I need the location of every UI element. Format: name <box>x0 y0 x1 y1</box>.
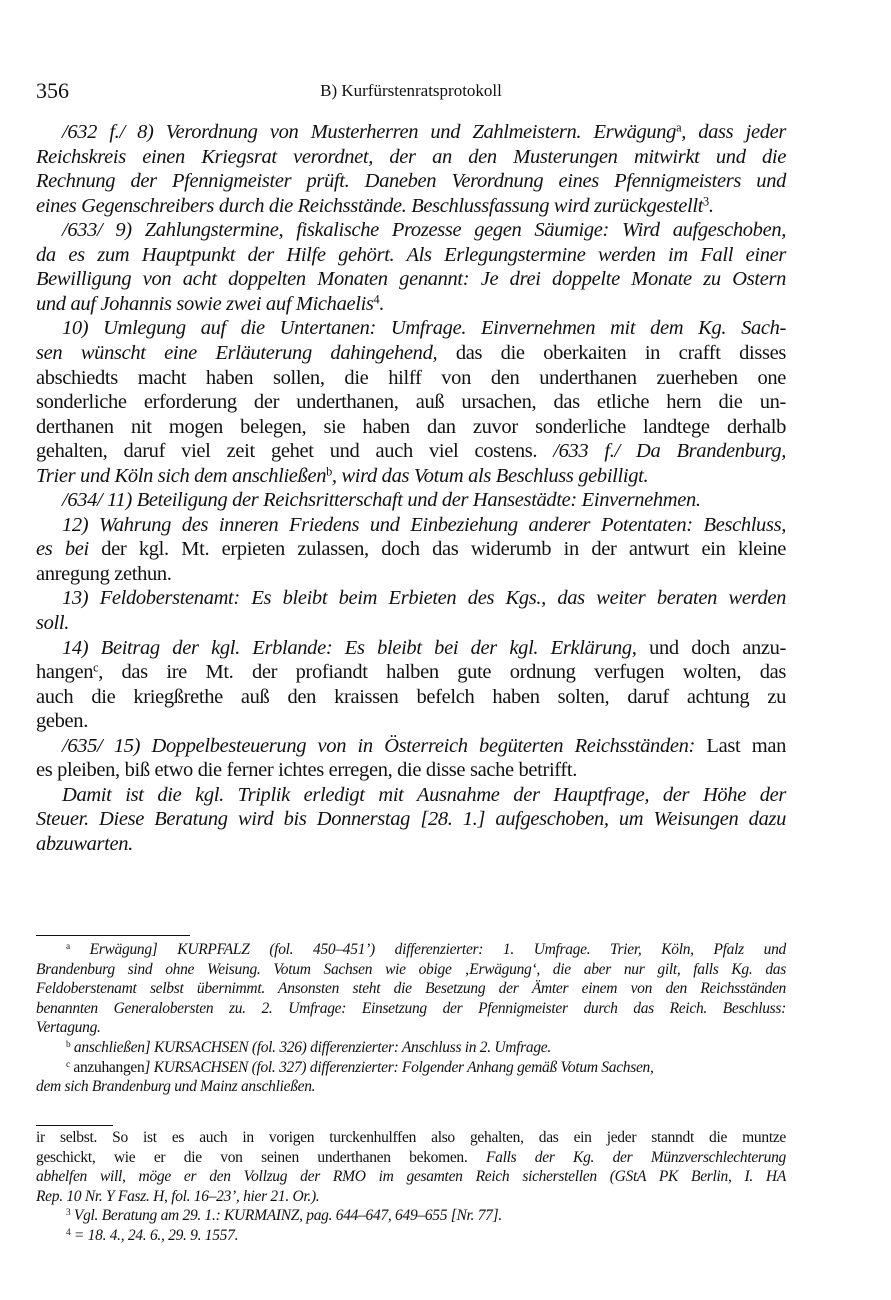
text-run: Trier und Köln sich dem anschließen <box>36 464 327 487</box>
text-run: soll. <box>36 612 69 634</box>
text-line <box>36 488 786 512</box>
text-line <box>36 734 786 758</box>
text-run: Feldoberstenamt selbst übernimmt. Ansonsten steht die Besetzung der Ämter einem von den Reichsständen <box>36 980 786 998</box>
running-title: B) Kurfürstenratsprotokoll <box>320 81 502 100</box>
footnote-marker: a <box>676 120 682 135</box>
text-line <box>36 783 786 807</box>
text-line <box>36 218 786 242</box>
text-line <box>36 513 786 537</box>
text-run: /633/ 9) Zahlungstermine, fiskalische Prozesse gegen Säumige: Wird aufgeschoben, <box>62 219 786 242</box>
text-run: eines Gegenschreibers durch die Reichsstände. Beschlussfassung wird zurückgestellt <box>36 194 704 217</box>
text-line <box>36 660 786 684</box>
text-run: . <box>379 292 385 315</box>
text-line <box>36 709 786 733</box>
text-run: dem sich Brandenburg und Mainz anschließen. <box>36 1078 316 1096</box>
text-line <box>36 267 786 291</box>
footnote-marker: 4 <box>66 1227 71 1238</box>
footnote-line <box>36 1128 786 1147</box>
footnote-marker: 4 <box>373 292 380 307</box>
text-run: /635/ 15) Doppelbesteuerung von in Österreich begüterten Reichsständen: <box>62 734 695 757</box>
text-run: Reichskreis einen Kriegsrat verordnet, der an den Musterungen mitwirkt und die <box>36 145 786 168</box>
text-run: das die oberkaiten in crafft disses <box>437 341 786 364</box>
text-run: Brandenburg sind ohne Weisung. Votum Sachsen wie obige ‚Erwägung‘, die aber nur gilt, falls Kg. das <box>36 960 786 978</box>
footnote-line <box>36 999 786 1018</box>
text-line <box>36 390 786 414</box>
text-line <box>36 758 786 782</box>
text-line <box>36 636 786 660</box>
text-run: anregung zethun. <box>36 562 172 585</box>
text-run: abzuwarten. <box>36 832 133 855</box>
text-line <box>36 562 786 586</box>
footnote-marker: c <box>66 1059 70 1070</box>
text-line <box>36 243 786 267</box>
text-run: geschickt, wie er die von seinen underthanen bekomen. <box>36 1148 486 1166</box>
text-line <box>36 145 786 169</box>
footnote-line <box>36 960 786 979</box>
footnote-marker: a <box>66 941 70 952</box>
text-run: gehalten, daruf viel zeit gehet und auch viel costens. <box>36 440 554 463</box>
footnote-line <box>36 1148 786 1167</box>
text-run: Steuer. Diese Beratung wird bis Donnerstag [28. 1.] aufgeschoben, um Weisungen dazu <box>36 808 786 831</box>
footnote-marker: b <box>66 1039 71 1050</box>
text-run: abhelfen will, möge er den Vollzug der RMO im gesamten Reich sicherstellen <box>36 1168 597 1186</box>
text-line <box>36 832 786 856</box>
text-run: /634/ 11) Beteiligung der Reichsritterschaft und der Hansestädte: Einvernehmen. <box>62 489 701 512</box>
page-header <box>36 78 786 104</box>
footnote-marker: 3 <box>66 1208 71 1219</box>
text-run: Erwägung] KURPFALZ (fol. 450–451’) differenzierter: 1. Umfrage. Trier, Köln, Pfalz und <box>69 941 786 958</box>
footnote-line <box>36 1077 786 1096</box>
text-run: ir selbst. So ist es auch in vorigen turckenhulffen also gehalten, das ein jeder stanndt die muntze <box>36 1129 786 1146</box>
text-line <box>36 537 786 561</box>
text-run: Falls der Kg. der Münzverschlechterung <box>485 1148 786 1166</box>
text-run: hangen <box>36 661 94 684</box>
footnote-line <box>36 1206 786 1225</box>
footnote-line <box>36 979 786 998</box>
text-run: geben. <box>36 710 88 733</box>
text-run: es pleiben, biß etwo die ferner ichtes erregen, die disse sache betrifft. <box>36 759 578 782</box>
footnote-line <box>36 1058 786 1077</box>
text-run: 13) Feldoberstenamt: Es bleibt beim Erbieten des Kgs., das weiter beraten werden <box>62 587 786 610</box>
text-run: Rep. 10 Nr. Y Fasz. H, fol. 16–23’, hier 21. Or.). <box>36 1187 320 1205</box>
text-run: abschiedts macht haben sollen, die hilff von den underthanen zuerheben one <box>36 366 786 389</box>
commentary-notes-separator <box>36 1125 113 1126</box>
text-line <box>36 366 786 390</box>
text-line <box>36 194 786 218</box>
text-run: da es zum Hauptpunkt der Hilfe gehört. Als Erlegungstermine werden im Fall einer <box>36 243 786 266</box>
text-run: . <box>708 194 714 217</box>
footnote-marker: b <box>326 463 332 478</box>
footnote-line <box>36 1038 786 1057</box>
text-run: Vertagung. <box>36 1019 101 1037</box>
text-run: und doch anzu- <box>636 636 786 659</box>
text-run: Last man <box>694 734 786 757</box>
text-run: anzuhangen <box>69 1058 145 1076</box>
text-line <box>36 341 786 365</box>
critical-notes-separator <box>36 935 190 936</box>
footnote-line <box>36 1187 786 1206</box>
text-run: , dass jeder <box>681 121 786 143</box>
text-run: 10) Umlegung auf die Untertanen: Umfrage. Einvernehmen mit dem Kg. Sach- <box>62 317 786 340</box>
text-run: ] KURSACHSEN (fol. 327) differenzierter: Folgender Anhang gemäß Votum Sachsen, <box>144 1058 654 1076</box>
text-run: Bewilligung von acht doppelten Monaten genannt: Je drei doppelte Monate zu Ostern <box>36 268 786 291</box>
footnote-line <box>36 1226 786 1245</box>
text-line <box>36 415 786 439</box>
text-run: anschließen] KURSACHSEN (fol. 326) differenzierter: Anschluss in 2. Umfrage. <box>70 1039 551 1056</box>
text-run: und auf Johannis sowie zwei auf Michaelis <box>36 292 374 315</box>
text-run: der kgl. Mt. erpieten zulassen, doch das widerumb in der antwurt ein kleine <box>88 538 786 561</box>
footnote-line <box>36 940 786 959</box>
text-line <box>36 292 786 316</box>
text-line <box>36 316 786 340</box>
text-line <box>36 611 786 635</box>
text-run: Rechnung der Pfennigmeister prüft. Daneben Verordnung eines Pfennigmeisters und <box>36 170 786 193</box>
text-run: benannten Generalobersten zu. 2. Umfrage: Einsetzung der Pfennigmeister durch das Reich. Beschluss: <box>36 999 786 1017</box>
footnote-line <box>36 1167 786 1186</box>
text-run: /633 f./ Da Brandenburg, <box>553 440 786 463</box>
text-run: , das ire Mt. der profiandt halben gute ordnung verfugen wolten, das <box>98 661 786 684</box>
text-run: sonderliche erforderung der underthanen, auß ursachen, das etliche hern die un- <box>36 391 786 414</box>
text-run: , wird das Votum als Beschluss gebilligt. <box>331 464 649 487</box>
footnote-marker: c <box>93 660 99 675</box>
page-number: 356 <box>36 78 69 103</box>
text-run: es bei <box>36 538 89 561</box>
text-line <box>36 807 786 831</box>
text-run: 12) Wahrung des inneren Friedens und Einbeziehung anderer Potentaten: Beschluss, <box>62 513 786 536</box>
text-run: derthanen nit mogen belegen, sie haben dan zuvor sonderliche landtege derhalb <box>36 415 786 438</box>
text-line <box>36 685 786 709</box>
text-line <box>36 586 786 610</box>
text-run: Vgl. Beratung am 29. 1.: KURMAINZ, pag. 644–647, 649–655 [Nr. 77]. <box>70 1207 502 1225</box>
text-line <box>36 169 786 193</box>
text-run: /632 f./ 8) Verordnung von Musterherren und Zahlmeistern. Erwägung <box>62 121 677 143</box>
text-run: = 18. 4., 24. 6., 29. 9. 1557. <box>70 1227 239 1244</box>
text-run: 14) Beitrag der kgl. Erblande: Es bleibt bei der kgl. Erklärung, <box>62 636 637 659</box>
text-run: auch die kriegßrethe auß den kraissen befelch haben solten, daruf achtung zu <box>36 685 786 708</box>
text-run: Damit ist die kgl. Triplik erledigt mit Ausnahme der Hauptfrage, der Höhe der <box>62 783 786 806</box>
footnote-marker: 3 <box>703 193 709 208</box>
text-run: sen wünscht eine Erläuterung dahingehend, <box>36 341 438 364</box>
text-run: (GStA PK Berlin, I. HA <box>596 1168 786 1186</box>
text-line <box>36 464 786 488</box>
text-line <box>36 439 786 463</box>
footnote-line <box>36 1018 786 1037</box>
text-line <box>36 120 786 144</box>
